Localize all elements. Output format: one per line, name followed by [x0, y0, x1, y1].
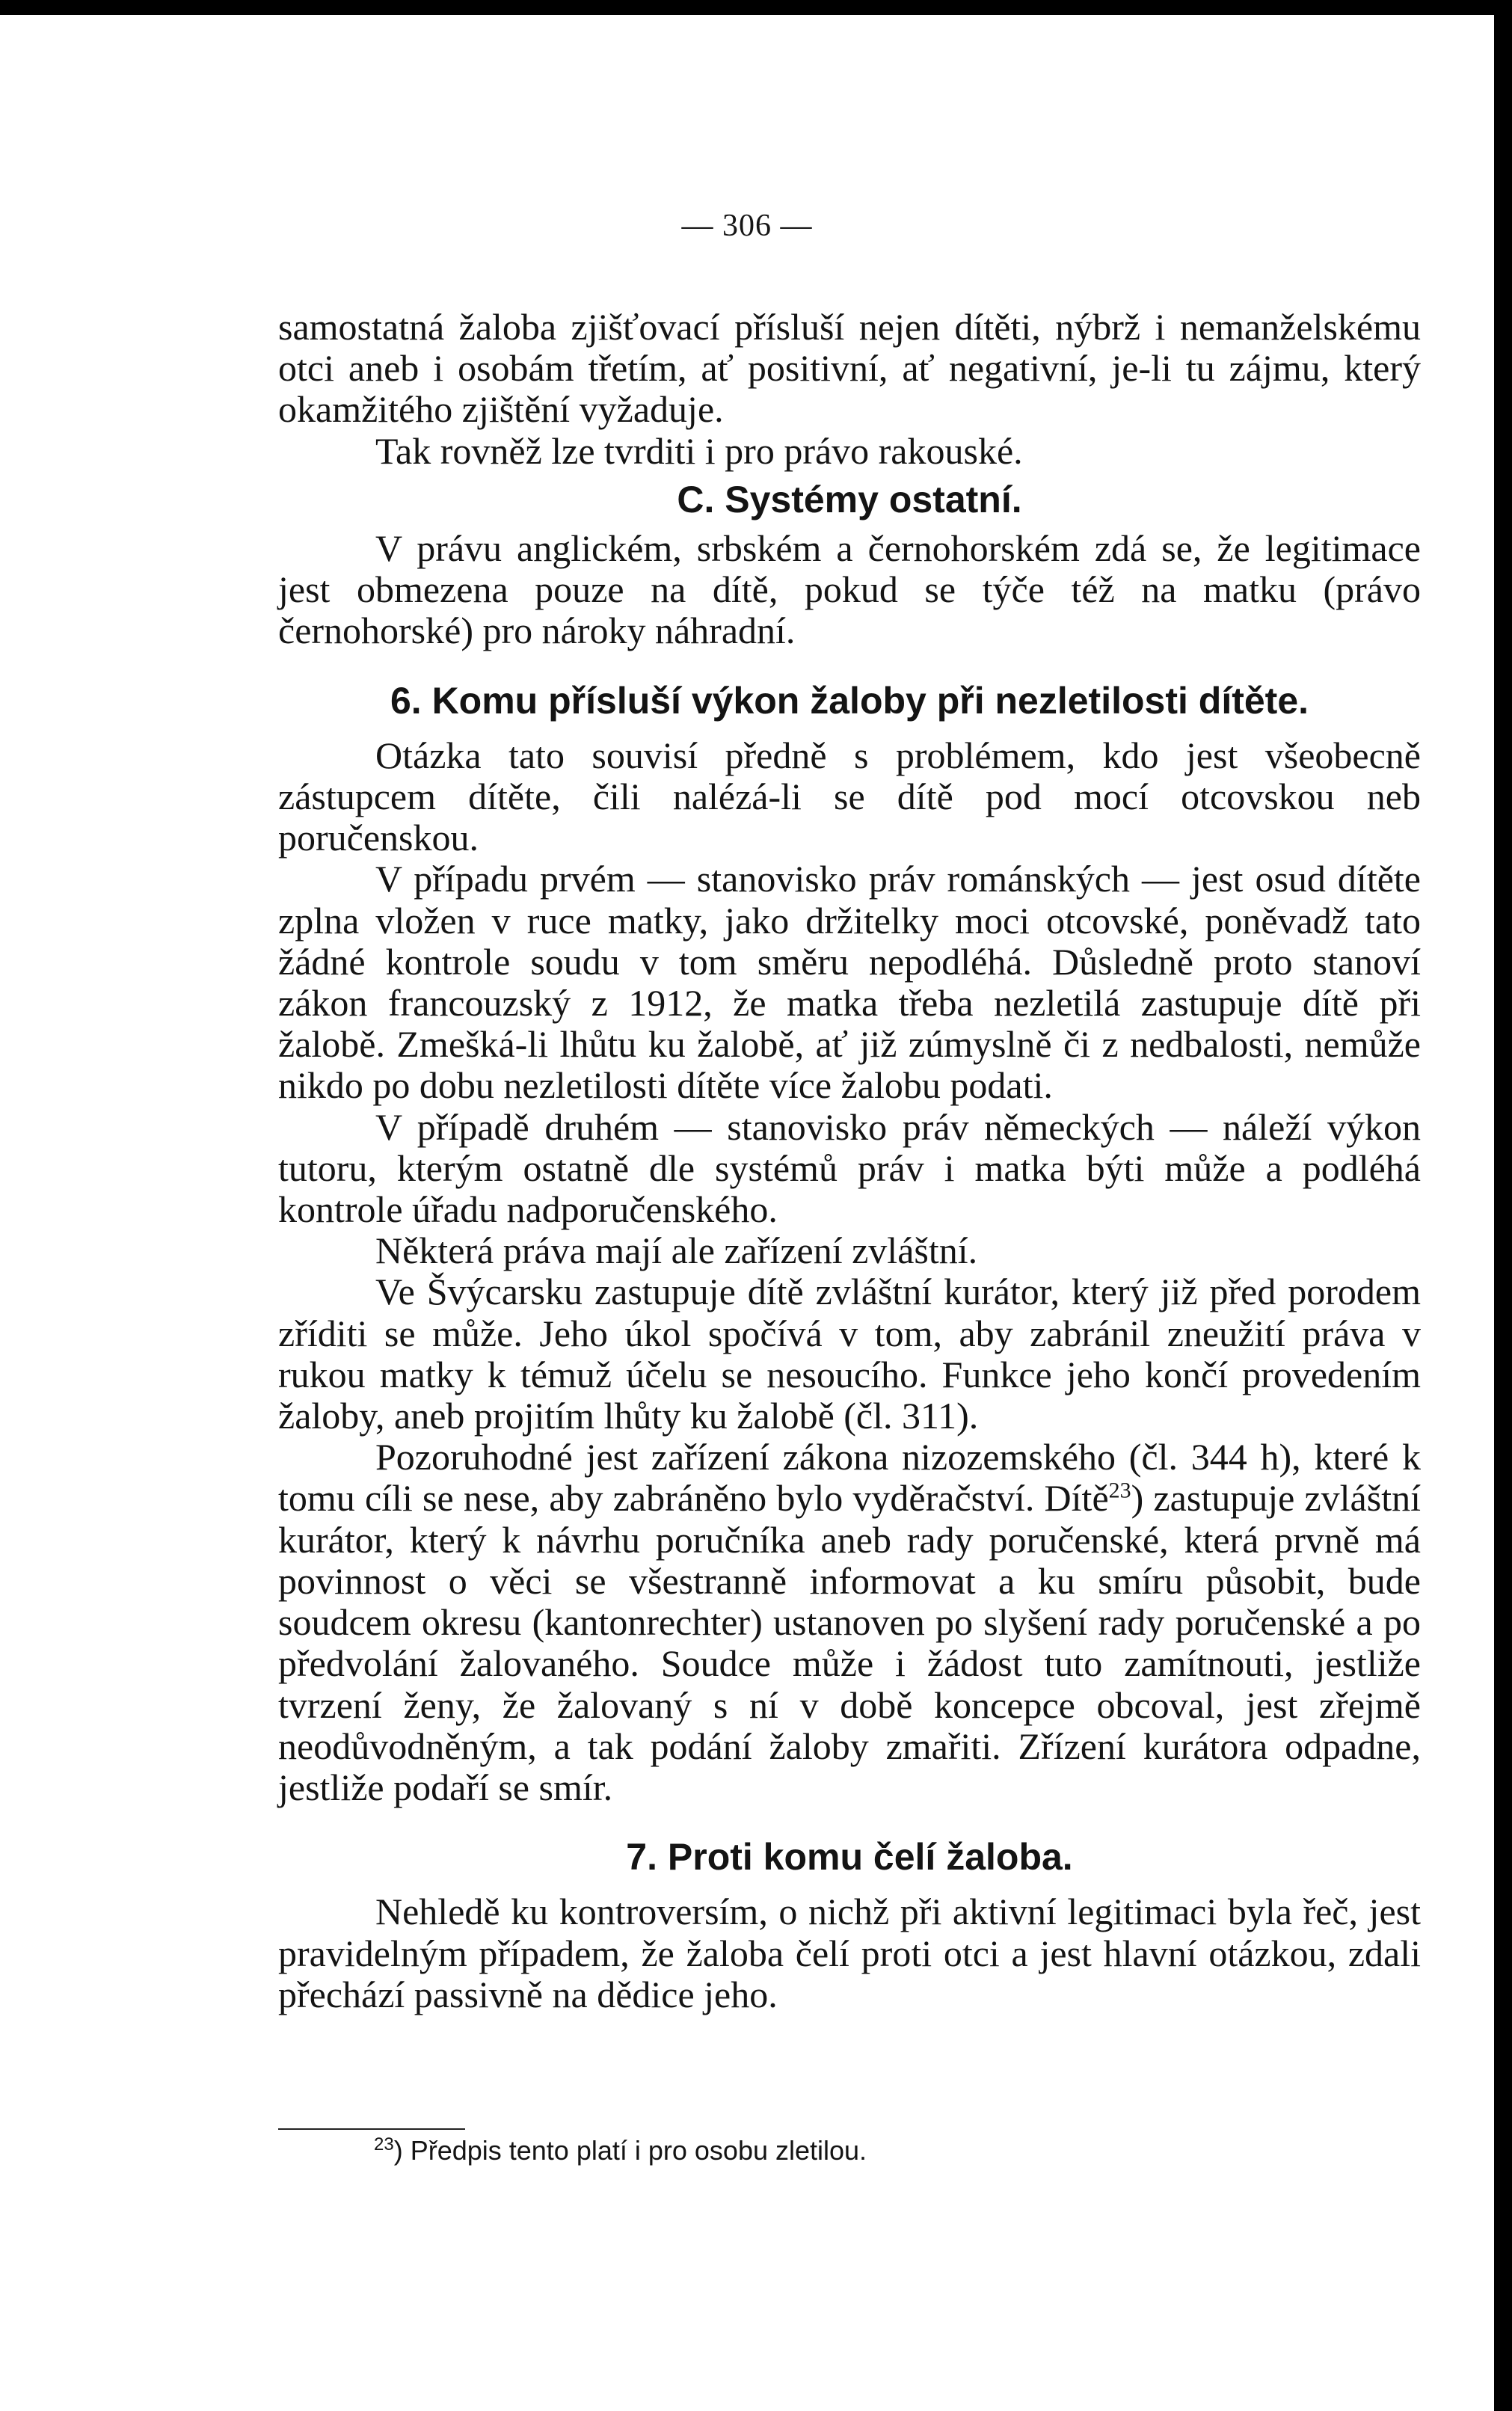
- page-number: — 306 —: [681, 209, 813, 243]
- paragraph-netherlands: [278, 1437, 1421, 1808]
- heading-section-6: 6. Komu přísluší výkon žaloby při nezletilosti dítěte.: [390, 679, 1309, 722]
- paragraph: Otázka tato souvisí předně s problémem, kdo jest všeobecně zástupcem dítěte, čili nalézá-li se dítě pod mocí otcovskou neb poručenskou.: [278, 734, 1421, 859]
- paragraph: Nehledě ku kontroversím, o nichž při aktivní legitimaci byla řeč, jest pravidelným případem, že žaloba čelí proti otci a jest hlavní otázkou, zdali přechází passivně na dědice jeho.: [278, 1891, 1421, 2015]
- scan-edge: [1494, 0, 1512, 2411]
- paragraph: V případu prvém — stanovisko práv románských — jest osud dítěte zplna vložen v ruce matky, jako držitelky moci otcovské, poněvadž tato žádné kontrole soudu v tom směru nepodléhá. Důsledně proto stanoví zákon francouzský z 1912, že matka třeba nezletilá zastupuje dítě při žalobě. Zmešká-li lhůtu ku žalobě, ať již zúmyslně či z nedbalosti, nemůže nikdo po dobu nezletilosti dítěte více žalobu podati.: [278, 858, 1421, 1107]
- paragraph: Ve Švýcarsku zastupuje dítě zvláštní kurátor, který již před porodem zříditi se může. Jeho úkol spočívá v tom, aby zabránil zneužití práva v rukou matky k témuž účelu se nesoucího. Funkce jeho končí provedením žaloby, aneb projitím lhůty ku žalobě (čl. 311).: [278, 1271, 1421, 1437]
- footnote: [374, 2133, 1346, 2169]
- footnote-text: ) Předpis tento platí i pro osobu zletilou.: [393, 2135, 867, 2166]
- paragraph-part: ) zastupuje zvláštní kurátor, který k návrhu poručníka aneb rady poručenské, která prvně má povinnost o věci se všestranně informovat a ku smíru působit, bude soudcem okresu (kantonrechter) ustanoven po slyšení rady poručenské a po předvolání žalovaného. Soudce může i žádost tuto zamítnouti, jestliže tvrzení ženy, že žalovaný s ní v době koncepce obcoval, jest zřejmě neodůvodněným, a tak podání žaloby zmařiti. Zřízení kurátora odpadne, jestliže podaří se smír.: [278, 1477, 1421, 1808]
- body-text: [278, 307, 1421, 2015]
- paragraph: samostatná žaloba zjišťovací přísluší nejen dítěti, nýbrž i nemanželskému otci aneb i osobám třetím, ať positivní, ať negativní, je-li tu zájmu, který okamžitého zjištění vyžaduje.: [278, 306, 1421, 431]
- heading-systems-other: C. Systémy ostatní.: [677, 478, 1022, 520]
- footnote-marker: 23: [374, 2134, 394, 2154]
- paragraph-part: Pozoruhodné jest zařízení zákona nizozemského (čl. 344 h), které k tomu cíli se nese, aby zabráněno bylo vyděračství. Dítě: [278, 1436, 1421, 1520]
- footnote-reference: 23: [1108, 1478, 1131, 1503]
- heading-section-7: 7. Proti komu čelí žaloba.: [626, 1836, 1073, 1879]
- paragraph: V právu anglickém, srbském a černohorském zdá se, že legitimace jest obmezena pouze na dítě, pokud se týče též na matku (právo černohorské) pro nároky náhradní.: [278, 527, 1421, 652]
- paragraph: V případě druhém — stanovisko práv německých — náleží výkon tutoru, kterým ostatně dle systémů práv i matka býti může a podléhá kontrole úřadu nadporučenského.: [278, 1105, 1421, 1231]
- paragraph: Některá práva mají ale zařízení zvláštní.: [375, 1229, 978, 1272]
- page: [0, 15, 1494, 2411]
- paragraph: Tak rovněž lze tvrditi i pro právo rakouské.: [375, 429, 1023, 472]
- footnote-divider: [278, 2128, 465, 2130]
